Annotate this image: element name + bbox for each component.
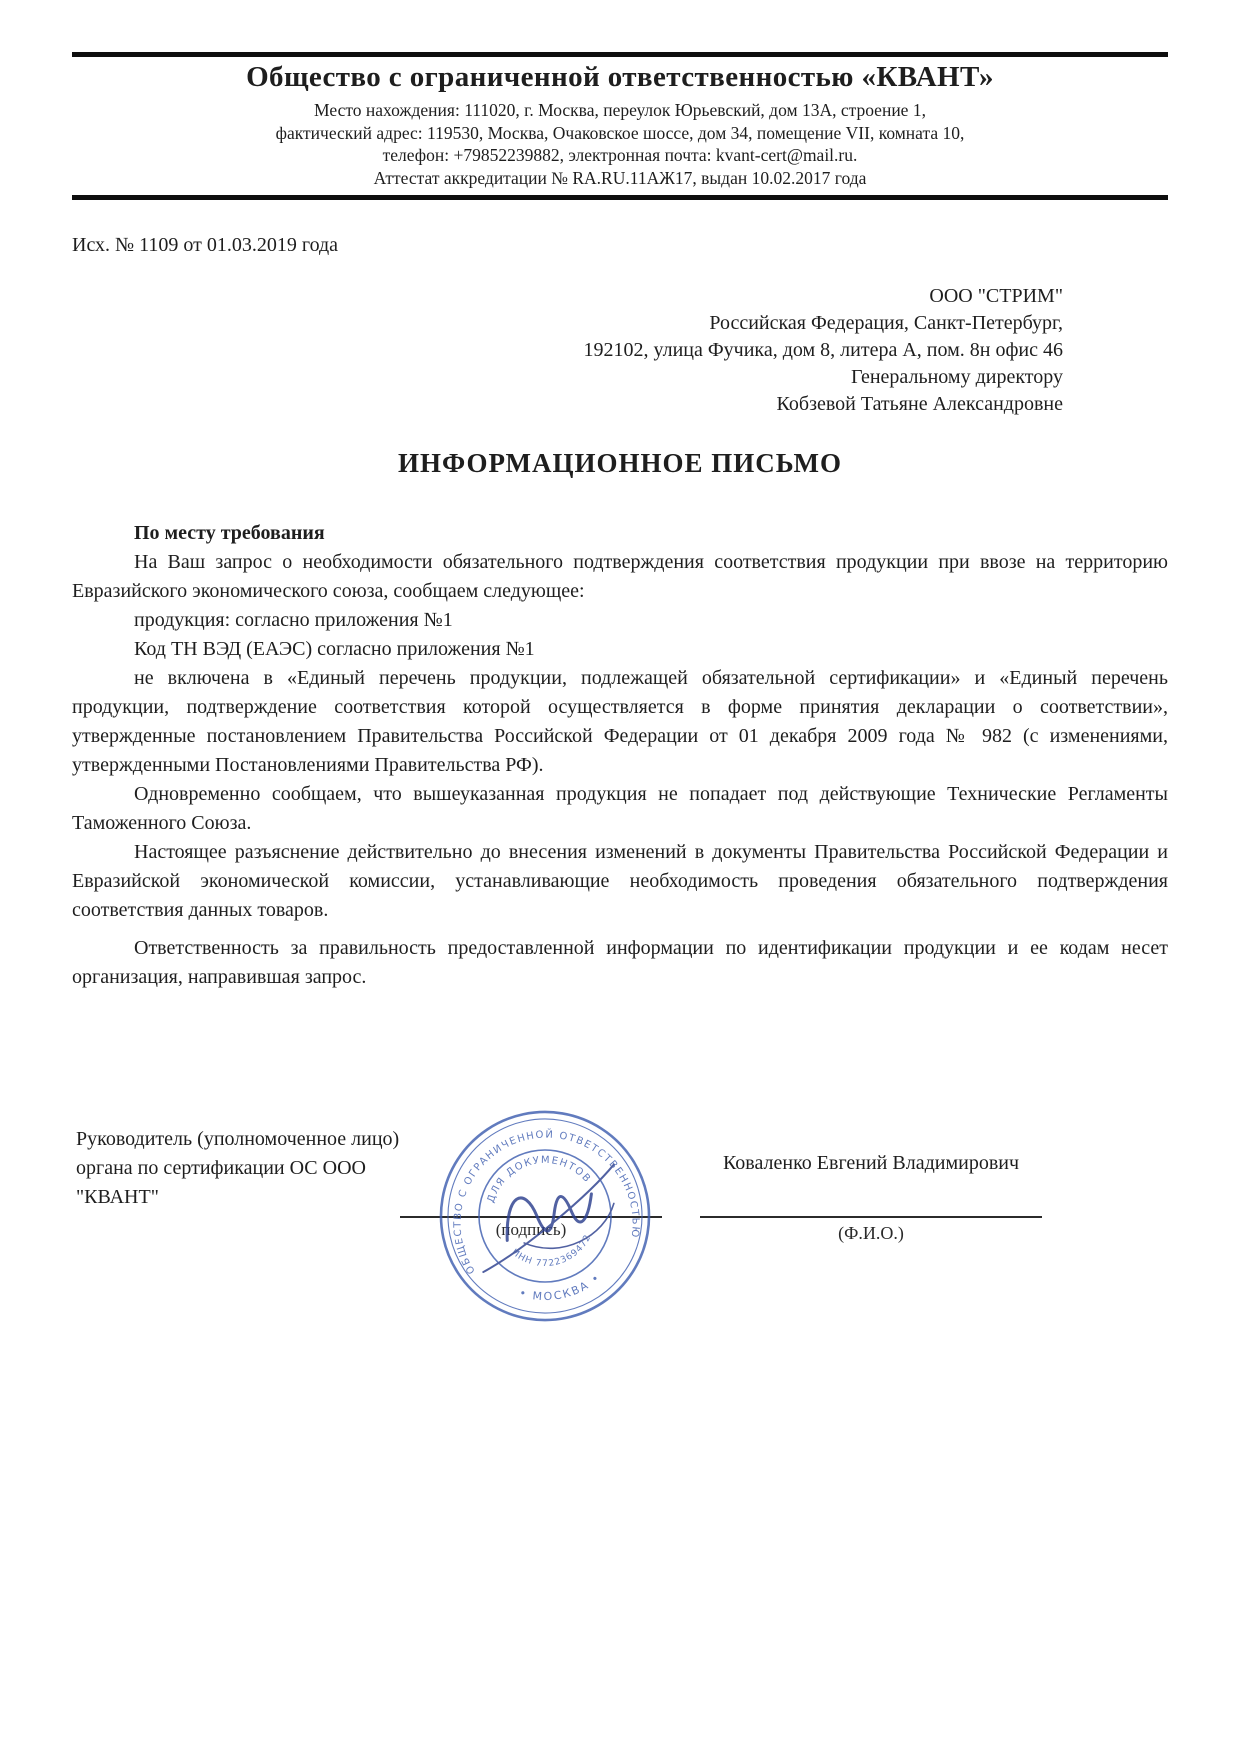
salutation: По месту требования bbox=[134, 522, 325, 544]
stamp-inn-text: ИНН 7722369472 bbox=[509, 1232, 594, 1270]
stamp-outer-text: ОБЩЕСТВО С ОГРАНИЧЕННОЙ ОТВЕТСТВЕННОСТЬЮ bbox=[452, 1129, 641, 1276]
svg-text:• МОСКВА • bbox=[515, 1269, 605, 1310]
recipient-line: ООО "СТРИМ" bbox=[929, 285, 1063, 307]
name-line-label: (Ф.И.О.) bbox=[838, 1223, 904, 1243]
signer-role: Руководитель (уполномоченное лицо) органа по сертификации ОС ООО "КВАНТ" bbox=[76, 1128, 400, 1208]
signer-name: Коваленко Евгений Владимирович bbox=[722, 1152, 1020, 1174]
recipient-line: Кобзевой Татьяне Александровне bbox=[776, 393, 1063, 415]
paragraph: продукция: согласно приложения №1 bbox=[134, 609, 453, 631]
company-address-block bbox=[72, 99, 1168, 189]
signature-block bbox=[72, 1093, 1168, 1573]
stamp-seal bbox=[395, 1066, 695, 1366]
paragraph: Одновременно сообщаем, что вышеуказанная продукция не попадает под действующие Технические Регламенты Таможенного Союза. bbox=[72, 783, 1168, 834]
svg-text:ИНН 7722369472 bbox=[508, 1231, 598, 1277]
recipient-block bbox=[72, 283, 1168, 418]
recipient-line: 192102, улица Фучика, дом 8, литера А, пом. 8н офис 46 bbox=[583, 339, 1063, 361]
top-rule bbox=[72, 52, 1168, 57]
signature-line-label: (подпись) bbox=[495, 1220, 567, 1239]
outgoing-number: Исх. № 1109 от 01.03.2019 года bbox=[72, 234, 339, 256]
letter-title: ИНФОРМАЦИОННОЕ ПИСЬМО bbox=[397, 448, 842, 478]
company-stamp bbox=[395, 1066, 695, 1366]
recipient-line: Российская Федерация, Санкт-Петербург, bbox=[709, 312, 1063, 334]
handwritten-signature bbox=[499, 1183, 597, 1240]
paragraph: Ответственность за правильность предоставленной информации по идентификации продукции и ее кодам несет организация, направившая запрос. bbox=[72, 937, 1168, 988]
address-line: Место нахождения: 111020, г. Москва, переулок Юрьевский, дом 13А, строение 1, bbox=[314, 100, 926, 120]
letter-body bbox=[72, 519, 1168, 992]
stamp-graphic bbox=[422, 1093, 669, 1340]
company-name: Общество с ограниченной ответственностью «КВАНТ» bbox=[246, 61, 994, 93]
paragraph: На Ваш запрос о необходимости обязательного подтверждения соответствия продукции при ввозе на территорию Евразийского экономического союза, сообщаем следующее: bbox=[72, 551, 1168, 602]
paragraph: Настоящее разъяснение действительно до внесения изменений в документы Правительства Российской Федерации и Евразийской экономической комиссии, устанавливающие необходимость проведения обязательного подтверждения соответствия данных товаров. bbox=[72, 841, 1168, 921]
paragraph: Код ТН ВЭД (ЕАЭС) согласно приложения №1 bbox=[134, 638, 535, 660]
stamp-purpose-text: ДЛЯ ДОКУМЕНТОВ bbox=[485, 1154, 593, 1205]
header-bottom-rule bbox=[72, 195, 1168, 200]
name-line bbox=[700, 1216, 1042, 1218]
paragraph: не включена в «Единый перечень продукции, подлежащей обязательной сертификации» и «Единый перечень продукции, подтверждение соответствия которой осуществляется в форме принятия декларации о соответствии», утвержденные постановлением Правительства Российской Федерации от 01 декабря 2009 года № 982 (с изменениями, утвержденными Постановлениями Правительства РФ). bbox=[72, 667, 1168, 776]
recipient-line: Генеральному директору bbox=[850, 366, 1063, 388]
address-line: фактический адрес: 119530, Москва, Очаковское шоссе, дом 34, помещение VII, комната 10, bbox=[275, 122, 965, 143]
address-line: Аттестат аккредитации № RA.RU.11АЖ17, выдан 10.02.2017 года bbox=[373, 167, 867, 188]
address-line: телефон: +79852239882, электронная почта: kvant-cert@mail.ru. bbox=[382, 145, 858, 165]
stamp-city-text: • МОСКВА • bbox=[517, 1270, 604, 1304]
